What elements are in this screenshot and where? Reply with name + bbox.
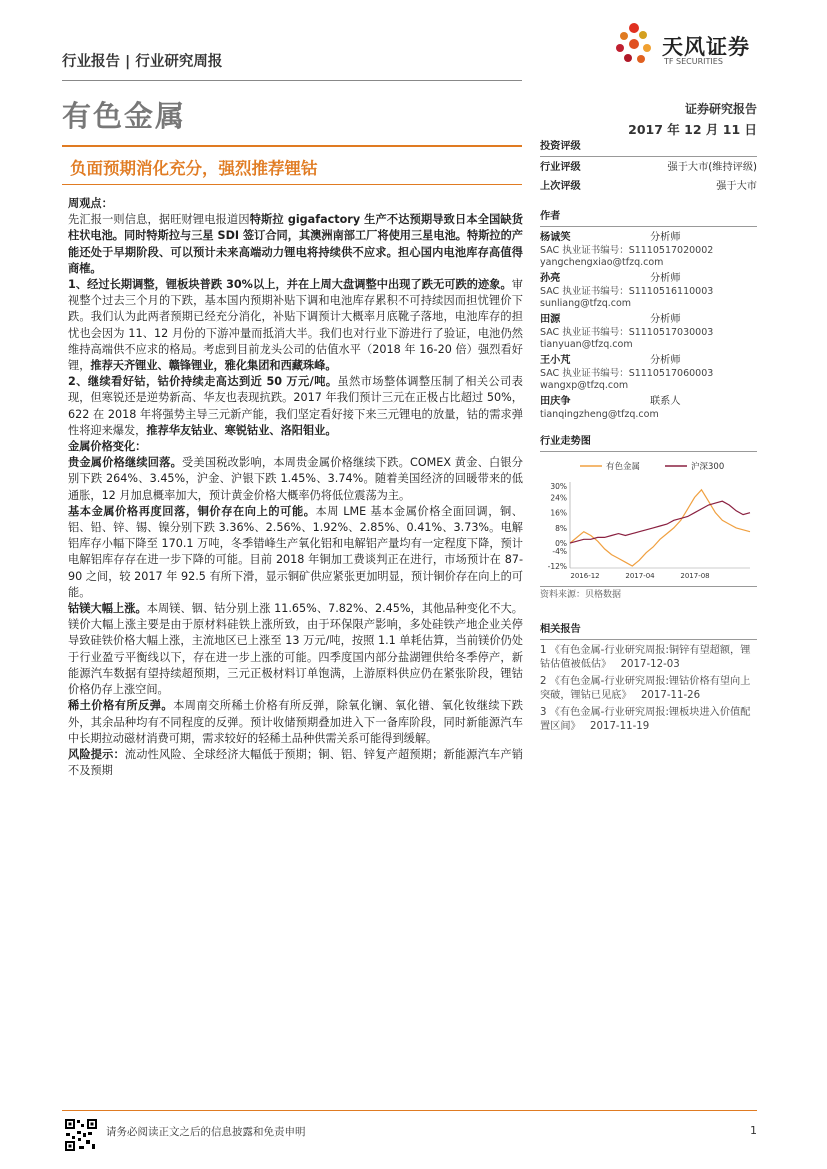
- author-cert: SAC 执业证书编号：S1110516110003: [540, 286, 714, 297]
- related-report-item[interactable]: [540, 706, 757, 734]
- author-role: 分析师: [650, 314, 681, 325]
- rating-title: 投资评级: [540, 140, 757, 157]
- paragraph-base: 基本金属价格再度回落，铜价存在向上的可能。本周 LME 基本金属价格全面回调，铜、铝、铅、锌、锡、镍分别下跌 3.36%、2.56%、1.92%、2.85%、0.41%、3.73%。电解铝库存小幅下降至 170.1 万吨，冬季错峰生产氧化铝和电解铝产量均有一定程度下降，预计电解铝库存存在进一步下降的可能。目前 2018 年铜加工费谈判正在进行，市场预计在 87-90 之间，较 2017 年 92.5 有所下滑，显示铜矿供应紧张更加明显，预计铜价存在向上的可能。: [68, 504, 523, 599]
- legend-label: 有色金属: [606, 462, 641, 472]
- rating-row: 行业评级 强于大市(维持评级): [540, 162, 757, 173]
- author-email[interactable]: sunliang@tfzq.com: [540, 298, 632, 309]
- headline: 负面预期消化充分，强烈推荐锂钴: [70, 159, 318, 178]
- author-name: 田庆争: [540, 396, 571, 407]
- related-report-item[interactable]: [540, 675, 757, 703]
- metal-section-title: 金属价格变化：: [68, 440, 147, 454]
- author-role: 分析师: [650, 355, 681, 366]
- author-entry: [540, 231, 757, 269]
- author-row: [540, 231, 757, 245]
- trend-title: 行业走势图: [540, 435, 757, 452]
- related-report-date: 2017-11-26: [640, 690, 701, 701]
- related-report-date: 2017-11-19: [590, 721, 650, 732]
- author-name: 田源: [540, 314, 561, 325]
- paragraph-risk: 风险提示：流动性风险、全球经济大幅低于预期；铜、铝、锌复产超预期；新能源汽车产销不及预期: [68, 747, 523, 778]
- author-email[interactable]: yangchengxiao@tfzq.com: [540, 257, 664, 268]
- paragraph-lithium: 1、经过长期调整，锂板块普跌 30%以上，并在上周大盘调整中出现了跌无可跌的迹象。审视整个过去三个月的下跌，基本国内预期补贴下调和电池库存累积不可持续因而担忧锂价下跌。我们认为此两者预期已经充分消化，补贴下调预计大概率月底靴子落地，电池库存的担忧也会因为 11、12 月份的下游冲量而抵消大半。我们也对行业下游进行了验证，电池仍然维持高端供不应求的格局。考虑到目前龙头公司的估值水平（2018 年 16-20 倍）强烈看好锂，推荐天齐锂业、赣锋锂业，雅化集团和西藏珠峰。: [68, 278, 523, 373]
- y-tick-label: -4%: [552, 546, 567, 556]
- author-cert: SAC 执业证书编号：S1110517030003: [540, 327, 714, 338]
- author-name: 孙亮: [540, 273, 561, 284]
- logo-name: 天风证券: [662, 35, 750, 59]
- y-tick-label: -12%: [547, 562, 567, 571]
- previous-rating-row: 上次评级 强于大市: [540, 181, 757, 192]
- author-email[interactable]: wangxp@tfzq.com: [540, 380, 629, 391]
- author-row: [540, 354, 757, 368]
- x-tick-label: 2016-12: [570, 572, 600, 580]
- related-title: 相关报告: [540, 623, 757, 640]
- header-divider: [62, 80, 522, 81]
- trend-chart: [540, 456, 757, 586]
- y-tick-label: 8%: [555, 523, 567, 533]
- footer-rule: [62, 1110, 757, 1111]
- author-role: 联系人: [650, 396, 681, 407]
- y-tick-label: 0%: [555, 539, 567, 549]
- series-line-hs300: [570, 501, 750, 543]
- report-date: 2017 年 12 月 11 日: [628, 122, 757, 137]
- industry-title: 有色金属: [62, 99, 187, 133]
- title-rule-bottom: [62, 184, 522, 185]
- paragraph-cobalt-magnesium: 钴镁大幅上涨。本周镁、铟、钴分别上涨 11.65%、7.82%、2.45%，其他品种变化不大。镁价大幅上涨主要是由于原材料硅铁上涨所致，由于环保限产影响，多处硅铁产地企业关停导致硅铁价格大幅上涨，主流地区已上涨至 13 万元/吨，按照 1.1 单耗估算，当前镁价仍处于行业盈亏平衡线以下，存在进一步上涨的可能。四季度国内部分盐湖锂供给冬季停产，新能源汽车数据有望持续超预期，三元正极材料订单饱满，上游原料供应仍在紧张阶段，锂钴价格仍存上涨空间。: [68, 602, 523, 697]
- author-email[interactable]: tianyuan@tfzq.com: [540, 339, 633, 350]
- y-tick-label: 24%: [550, 493, 567, 503]
- y-tick-label: 30%: [550, 482, 567, 491]
- page-number: 1: [750, 1124, 757, 1137]
- author-role: 分析师: [650, 273, 681, 284]
- x-tick-label: 2017-08: [680, 572, 710, 580]
- paragraph-cobalt: 2、继续看好钴，钴价持续走高达到近 50 万元/吨。虽然市场整体调整压制了相关公司表现，但寒锐还是逆势新高、华友也表现抗跌。2017 年我们预计三元在正极占比超过 50%，622 在 2018 年将强势主导三元新产能，我们坚定看好接下来三元锂电的放量，钴的需求弹性将迎来爆发，推荐华友钴业、寒锐钴业、洛阳钼业。: [68, 375, 523, 437]
- logo-english: TF SECURITIES: [664, 57, 723, 66]
- footer-disclaimer: 请务必阅读正文之后的信息披露和免责申明: [106, 1126, 306, 1138]
- related-list: [540, 644, 757, 734]
- author-cert: SAC 执业证书编号：S1110517020002: [540, 245, 714, 256]
- main-body: [68, 196, 523, 779]
- related-report-item[interactable]: [540, 644, 757, 672]
- author-row: [540, 313, 757, 327]
- author-name: 杨诚笑: [540, 232, 571, 243]
- author-name: 王小芃: [540, 355, 571, 366]
- author-entry: [540, 272, 757, 310]
- author-entry: [540, 354, 757, 392]
- author-cert: SAC 执业证书编号：S1110517060003: [540, 368, 714, 379]
- paragraph-precious: 贵金属价格继续回落。受美国税改影响，本周贵金属价格继续下跌。COMEX 黄金、白银分别下跌 264%、3.45%，沪金、沪银下跌 1.45%、3.74%。随着美国经济的回暖带来的低通胀，12 月加息概率加大，预计黄金价格大概率仍将低位震荡为主。: [68, 456, 523, 502]
- title-rule-top: [62, 145, 522, 147]
- related-report-text: 1 《有色金属-行业研究周报:铜锌有望超额，锂钴估值被低估》: [540, 645, 751, 670]
- author-email[interactable]: tianqingzheng@tfzq.com: [540, 409, 659, 420]
- y-tick-label: 16%: [550, 508, 567, 518]
- author-row: [540, 395, 757, 409]
- paragraph-intro: 先汇报一则信息，据旺财锂电报道因特斯拉 gigafactory 生产不达预期导致日本全国缺货柱状电池。同时特斯拉与三星 SDI 签订合同，其澳洲南部工厂将使用三星电池。特斯拉的产能还处于早期阶段、可以预计未来高端动力锂电将持续供不应求。担心国内电池库存高值得商榷。: [68, 213, 523, 275]
- company-logo-icon: [612, 20, 658, 66]
- paragraph-rare-earth: 稀土价格有所反弹。本周南交所稀土价格有所反弹，除氧化镧、氧化镨、氧化钕继续下跌外，其余品种均有不同程度的反弹。预计收储预期叠加进入下一备库阶段，同时新能源汽车中长期拉动磁材消费可期，需求较好的轻稀土品种供需关系可能得到缓解。: [68, 699, 523, 745]
- authors-title: 作者: [540, 210, 757, 227]
- trend-chart-svg: [540, 456, 757, 586]
- author-role: 分析师: [650, 232, 681, 243]
- related-report-text: 3 《有色金属-行业研究周报:锂板块进入价值配置区间》: [540, 707, 751, 732]
- report-category: 行业报告 | 行业研究周报: [62, 54, 223, 70]
- section-title: 周观点：: [68, 197, 113, 210]
- legend-label: 沪深300: [691, 462, 725, 472]
- x-tick-label: 2017-04: [625, 572, 655, 580]
- report-type: 证券研究报告: [684, 102, 757, 116]
- related-report-date: 2017-12-03: [620, 659, 680, 670]
- sidebar: [540, 140, 757, 734]
- chart-source: 资料来源：贝格数据: [540, 586, 757, 601]
- author-row: [540, 272, 757, 286]
- author-entry: [540, 395, 757, 421]
- authors-list: [540, 231, 757, 421]
- qr-code-icon: [64, 1118, 98, 1152]
- author-entry: [540, 313, 757, 351]
- related-report-text: 2 《有色金属-行业研究周报:锂钴价格有望向上突破，锂钴已见底》: [540, 676, 751, 701]
